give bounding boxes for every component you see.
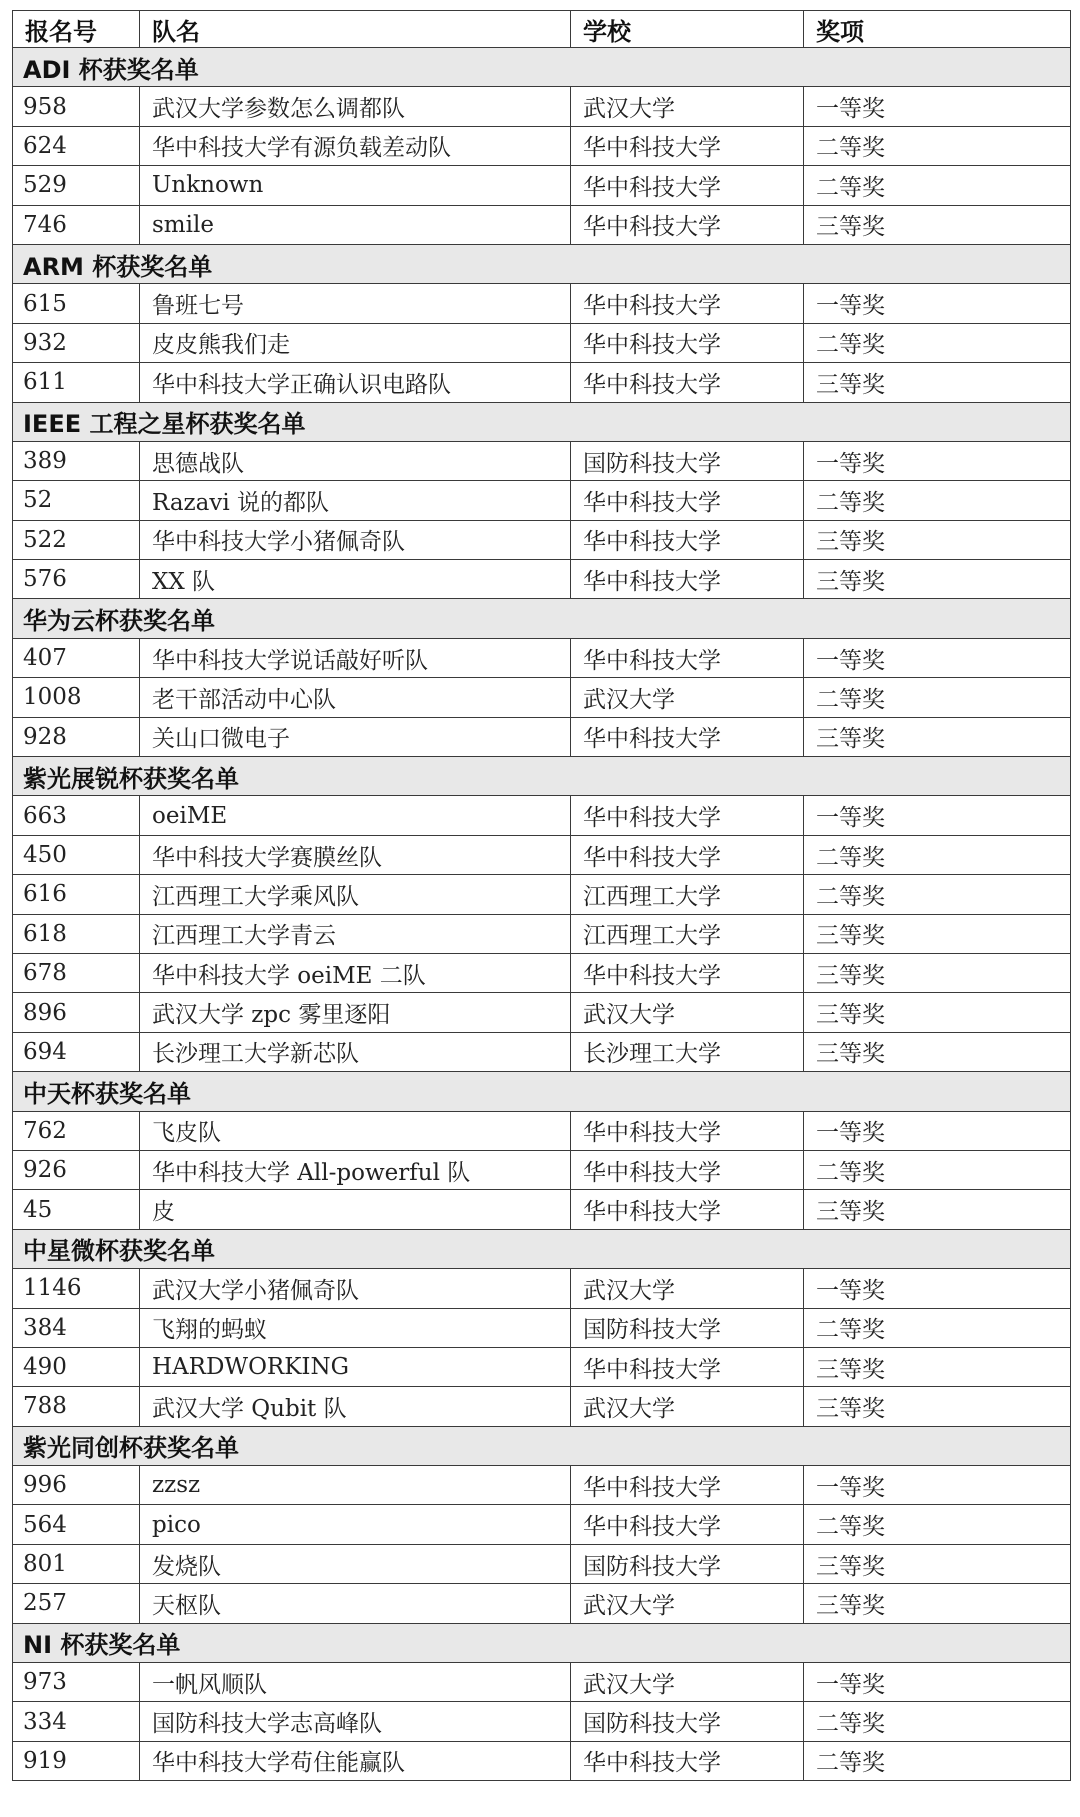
cell-team-name: 飞皮队 (140, 1111, 571, 1150)
cell-award: 一等奖 (804, 284, 1071, 323)
cell-award: 一等奖 (804, 1111, 1071, 1150)
cell-school: 华中科技大学 (571, 1111, 804, 1150)
cell-registration-number: 926 (13, 1150, 140, 1189)
cell-school: 国防科技大学 (571, 1544, 804, 1583)
cell-award: 三等奖 (804, 1387, 1071, 1426)
cell-registration-number: 919 (13, 1741, 140, 1780)
table-row (13, 205, 1071, 244)
cell-team-name: 长沙理工大学新芯队 (140, 1032, 571, 1071)
table-row (13, 1702, 1071, 1741)
cell-team-name: 华中科技大学 oeiME 二队 (140, 953, 571, 992)
table-header (13, 11, 1071, 48)
table-row (13, 678, 1071, 717)
cell-award: 一等奖 (804, 1466, 1071, 1505)
section-title: 紫光同创杯获奖名单 (13, 1426, 1071, 1465)
cell-team-name: pico (140, 1505, 571, 1544)
awards-table-container (12, 10, 1070, 1781)
table-row (13, 363, 1071, 402)
cell-team-name: 皮皮熊我们走 (140, 323, 571, 362)
section-title: ADI 杯获奖名单 (13, 48, 1071, 87)
table-row (13, 914, 1071, 953)
cell-registration-number: 762 (13, 1111, 140, 1150)
cell-registration-number: 678 (13, 953, 140, 992)
table-row (13, 835, 1071, 874)
cell-school: 华中科技大学 (571, 205, 804, 244)
table-row (13, 1111, 1071, 1150)
cell-award: 二等奖 (804, 1308, 1071, 1347)
section-header-row (13, 1426, 1071, 1465)
cell-registration-number: 334 (13, 1702, 140, 1741)
section-title: 中星微杯获奖名单 (13, 1229, 1071, 1268)
cell-school: 长沙理工大学 (571, 1032, 804, 1071)
cell-school: 国防科技大学 (571, 1308, 804, 1347)
cell-team-name: 思德战队 (140, 441, 571, 480)
cell-award: 二等奖 (804, 126, 1071, 165)
cell-school: 华中科技大学 (571, 126, 804, 165)
cell-school: 华中科技大学 (571, 560, 804, 599)
section-title: 紫光展锐杯获奖名单 (13, 757, 1071, 796)
cell-team-name: 发烧队 (140, 1544, 571, 1583)
cell-registration-number: 1146 (13, 1269, 140, 1308)
table-row (13, 1584, 1071, 1623)
section-header-row (13, 1072, 1071, 1111)
cell-registration-number: 616 (13, 875, 140, 914)
cell-school: 华中科技大学 (571, 1190, 804, 1229)
table-row (13, 1269, 1071, 1308)
table-body (13, 48, 1071, 1781)
cell-school: 国防科技大学 (571, 441, 804, 480)
table-row (13, 717, 1071, 756)
cell-award: 二等奖 (804, 1505, 1071, 1544)
cell-school: 华中科技大学 (571, 717, 804, 756)
cell-team-name: 皮 (140, 1190, 571, 1229)
cell-team-name: Unknown (140, 166, 571, 205)
cell-team-name: 江西理工大学青云 (140, 914, 571, 953)
cell-award: 一等奖 (804, 638, 1071, 677)
cell-school: 华中科技大学 (571, 284, 804, 323)
cell-award: 二等奖 (804, 835, 1071, 874)
cell-school: 武汉大学 (571, 678, 804, 717)
table-row (13, 1466, 1071, 1505)
section-title: 中天杯获奖名单 (13, 1072, 1071, 1111)
cell-team-name: 一帆风顺队 (140, 1663, 571, 1702)
header-school: 学校 (571, 11, 804, 48)
cell-school: 华中科技大学 (571, 520, 804, 559)
section-header-row (13, 599, 1071, 638)
cell-school: 江西理工大学 (571, 914, 804, 953)
cell-team-name: HARDWORKING (140, 1347, 571, 1386)
cell-school: 华中科技大学 (571, 796, 804, 835)
section-title: IEEE 工程之星杯获奖名单 (13, 402, 1071, 441)
cell-team-name: 武汉大学参数怎么调都队 (140, 87, 571, 126)
cell-award: 三等奖 (804, 363, 1071, 402)
cell-team-name: Razavi 说的都队 (140, 481, 571, 520)
cell-school: 华中科技大学 (571, 1741, 804, 1780)
cell-school: 武汉大学 (571, 1584, 804, 1623)
table-row (13, 953, 1071, 992)
table-row (13, 993, 1071, 1032)
cell-registration-number: 746 (13, 205, 140, 244)
cell-team-name: 江西理工大学乘风队 (140, 875, 571, 914)
cell-team-name: 飞翔的蚂蚁 (140, 1308, 571, 1347)
cell-school: 华中科技大学 (571, 1347, 804, 1386)
table-row (13, 875, 1071, 914)
cell-school: 华中科技大学 (571, 835, 804, 874)
section-title: 华为云杯获奖名单 (13, 599, 1071, 638)
cell-registration-number: 615 (13, 284, 140, 323)
cell-school: 华中科技大学 (571, 481, 804, 520)
cell-registration-number: 932 (13, 323, 140, 362)
cell-award: 三等奖 (804, 1584, 1071, 1623)
cell-school: 华中科技大学 (571, 1150, 804, 1189)
cell-award: 二等奖 (804, 323, 1071, 362)
table-row (13, 87, 1071, 126)
table-row (13, 323, 1071, 362)
cell-school: 武汉大学 (571, 1269, 804, 1308)
cell-registration-number: 996 (13, 1466, 140, 1505)
cell-award: 一等奖 (804, 87, 1071, 126)
cell-registration-number: 618 (13, 914, 140, 953)
cell-registration-number: 973 (13, 1663, 140, 1702)
cell-team-name: 老干部活动中心队 (140, 678, 571, 717)
cell-registration-number: 801 (13, 1544, 140, 1583)
cell-award: 二等奖 (804, 481, 1071, 520)
cell-team-name: 华中科技大学赛膜丝队 (140, 835, 571, 874)
cell-award: 三等奖 (804, 717, 1071, 756)
cell-school: 武汉大学 (571, 993, 804, 1032)
cell-team-name: 天枢队 (140, 1584, 571, 1623)
section-header-row (13, 48, 1071, 87)
table-row (13, 1347, 1071, 1386)
cell-registration-number: 576 (13, 560, 140, 599)
table-row (13, 1741, 1071, 1780)
cell-registration-number: 663 (13, 796, 140, 835)
cell-team-name: 华中科技大学正确认识电路队 (140, 363, 571, 402)
section-header-row (13, 1229, 1071, 1268)
table-row (13, 1663, 1071, 1702)
header-registration-number: 报名号 (13, 11, 140, 48)
cell-award: 三等奖 (804, 520, 1071, 559)
cell-registration-number: 958 (13, 87, 140, 126)
table-row (13, 126, 1071, 165)
cell-school: 武汉大学 (571, 87, 804, 126)
cell-team-name: 华中科技大学苟住能赢队 (140, 1741, 571, 1780)
table-row (13, 1505, 1071, 1544)
cell-registration-number: 611 (13, 363, 140, 402)
cell-registration-number: 788 (13, 1387, 140, 1426)
table-row (13, 560, 1071, 599)
section-header-row (13, 402, 1071, 441)
cell-school: 华中科技大学 (571, 1466, 804, 1505)
cell-school: 华中科技大学 (571, 953, 804, 992)
cell-award: 一等奖 (804, 441, 1071, 480)
table-row (13, 1544, 1071, 1583)
cell-award: 三等奖 (804, 914, 1071, 953)
table-row (13, 638, 1071, 677)
cell-award: 三等奖 (804, 1190, 1071, 1229)
cell-team-name: 华中科技大学说话敲好听队 (140, 638, 571, 677)
cell-team-name: 武汉大学 Qubit 队 (140, 1387, 571, 1426)
table-row (13, 166, 1071, 205)
section-title: NI 杯获奖名单 (13, 1623, 1071, 1662)
cell-team-name: 华中科技大学 All-powerful 队 (140, 1150, 571, 1189)
cell-registration-number: 928 (13, 717, 140, 756)
cell-award: 三等奖 (804, 1032, 1071, 1071)
cell-award: 二等奖 (804, 1150, 1071, 1189)
cell-school: 华中科技大学 (571, 638, 804, 677)
cell-registration-number: 257 (13, 1584, 140, 1623)
cell-award: 一等奖 (804, 796, 1071, 835)
cell-registration-number: 52 (13, 481, 140, 520)
cell-award: 一等奖 (804, 1663, 1071, 1702)
cell-registration-number: 407 (13, 638, 140, 677)
section-header-row (13, 244, 1071, 283)
cell-award: 三等奖 (804, 993, 1071, 1032)
cell-registration-number: 522 (13, 520, 140, 559)
cell-registration-number: 384 (13, 1308, 140, 1347)
header-team-name: 队名 (140, 11, 571, 48)
cell-school: 国防科技大学 (571, 1702, 804, 1741)
cell-registration-number: 896 (13, 993, 140, 1032)
cell-award: 二等奖 (804, 678, 1071, 717)
cell-team-name: 国防科技大学志高峰队 (140, 1702, 571, 1741)
table-row (13, 1387, 1071, 1426)
cell-award: 三等奖 (804, 1544, 1071, 1583)
cell-award: 三等奖 (804, 1347, 1071, 1386)
cell-team-name: XX 队 (140, 560, 571, 599)
cell-team-name: 武汉大学 zpc 雾里逐阳 (140, 993, 571, 1032)
cell-registration-number: 389 (13, 441, 140, 480)
cell-team-name: 鲁班七号 (140, 284, 571, 323)
cell-registration-number: 45 (13, 1190, 140, 1229)
cell-team-name: 关山口微电子 (140, 717, 571, 756)
table-row (13, 1032, 1071, 1071)
cell-registration-number: 1008 (13, 678, 140, 717)
cell-school: 华中科技大学 (571, 363, 804, 402)
table-row (13, 1150, 1071, 1189)
section-header-row (13, 757, 1071, 796)
cell-school: 武汉大学 (571, 1387, 804, 1426)
cell-award: 三等奖 (804, 560, 1071, 599)
cell-team-name: 华中科技大学有源负载差动队 (140, 126, 571, 165)
cell-school: 武汉大学 (571, 1663, 804, 1702)
table-row (13, 796, 1071, 835)
table-row (13, 284, 1071, 323)
cell-award: 三等奖 (804, 953, 1071, 992)
cell-team-name: 武汉大学小猪佩奇队 (140, 1269, 571, 1308)
header-row (13, 11, 1071, 48)
table-row (13, 520, 1071, 559)
cell-registration-number: 564 (13, 1505, 140, 1544)
cell-registration-number: 490 (13, 1347, 140, 1386)
cell-registration-number: 694 (13, 1032, 140, 1071)
table-row (13, 441, 1071, 480)
cell-award: 二等奖 (804, 1741, 1071, 1780)
cell-school: 华中科技大学 (571, 166, 804, 205)
cell-registration-number: 450 (13, 835, 140, 874)
cell-award: 二等奖 (804, 166, 1071, 205)
cell-team-name: oeiME (140, 796, 571, 835)
cell-team-name: zzsz (140, 1466, 571, 1505)
awards-table (12, 10, 1071, 1781)
cell-registration-number: 529 (13, 166, 140, 205)
cell-award: 二等奖 (804, 1702, 1071, 1741)
table-row (13, 1190, 1071, 1229)
cell-school: 华中科技大学 (571, 1505, 804, 1544)
header-award: 奖项 (804, 11, 1071, 48)
cell-school: 华中科技大学 (571, 323, 804, 362)
cell-school: 江西理工大学 (571, 875, 804, 914)
cell-team-name: 华中科技大学小猪佩奇队 (140, 520, 571, 559)
cell-award: 一等奖 (804, 1269, 1071, 1308)
cell-award: 二等奖 (804, 875, 1071, 914)
section-title: ARM 杯获奖名单 (13, 244, 1071, 283)
section-header-row (13, 1623, 1071, 1662)
table-row (13, 481, 1071, 520)
cell-award: 三等奖 (804, 205, 1071, 244)
cell-registration-number: 624 (13, 126, 140, 165)
table-row (13, 1308, 1071, 1347)
cell-team-name: smile (140, 205, 571, 244)
